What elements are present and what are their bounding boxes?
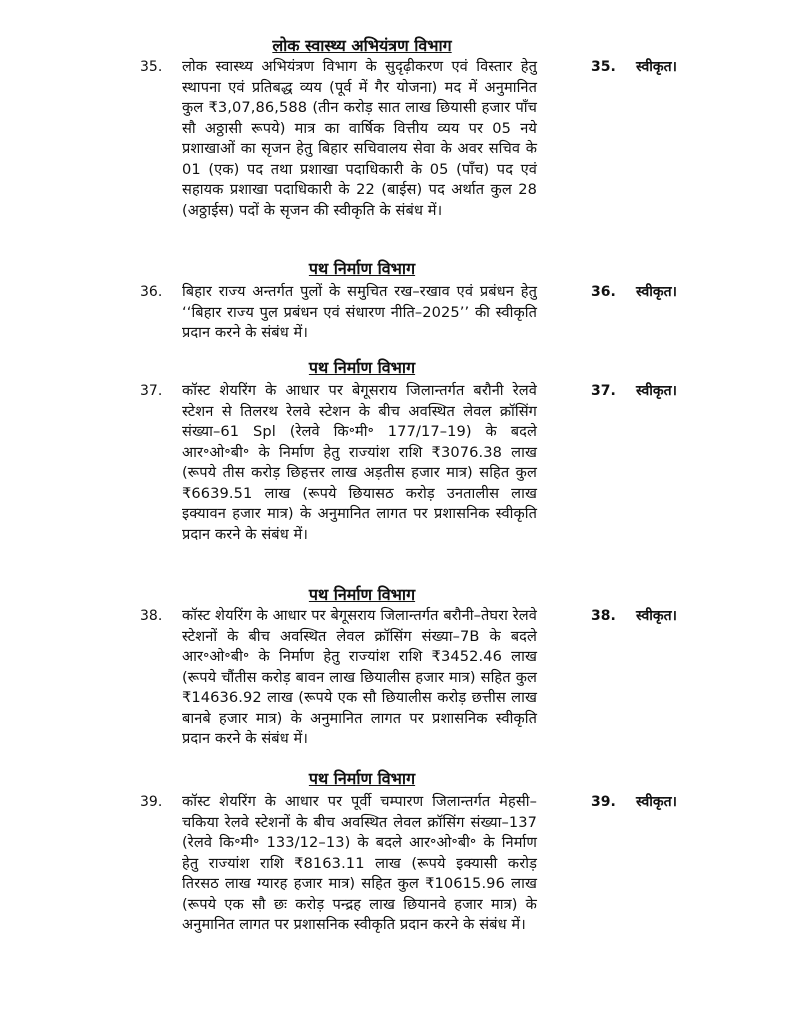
item-number: 35. (140, 59, 163, 75)
item-text: लोक स्वास्थ्य अभियंत्रण विभाग के सुदृढ़ीकरण एवं विस्तार हेतु स्थापना एवं प्रतिबद्ध व्यय (पूर्व में गैर योजना) मद में अनुमानित कुल ₹3,07,86,588 (तीन करोड़ सात लाख छियासी हजार पाँच सौ अठ्ठासी रूपये) मात्र का वार्षिक वित्तीय व्यय पर 05 नये प्रशाखाओं का सृजन हेतु बिहार सचिवालय सेवा के अवर सचिव के 01 (एक) पद तथा प्रशाखा पदाधिकारी के 05 (पाँच) पद एवं सहायक प्रशाखा पदाधिकारी के 22 (बाईस) पद अर्थात कुल 28 (अठ्ठाईस) पदों के सृजन की स्वीकृति के संबंध में। (182, 58, 537, 219)
item-number: 36. (140, 284, 163, 300)
item-text: कॉस्ट शेयरिंग के आधार पर बेगूसराय जिलान्तर्गत बरौनी–तेघरा रेलवे स्टेशनों के बीच अवस्थित लेवल क्रॉसिंग संख्या–7B के बदले आर॰ओ॰बी॰ के निर्माण हेतु राज्यांश राशि ₹3452.46 लाख (रूपये चौंतीस करोड़ बावन लाख छियालीस हजार मात्र) सहित कुल ₹14636.92 लाख (रूपये एक सौ छियालीस करोड़ छत्तीस लाख बानबे हजार मात्र) के अनुमानित लागत पर प्रशासनिक स्वीकृति प्रदान करने के संबंध में। (182, 607, 537, 747)
item-number: 37. (140, 383, 163, 399)
department-heading: लोक स्वास्थ्य अभियंत्रण विभाग (272, 36, 452, 55)
decision-status: स्वीकृत। (636, 284, 677, 300)
decision-status: स्वीकृत। (636, 383, 677, 399)
department-heading: पथ निर्माण विभाग (308, 358, 416, 377)
decision-status: स्वीकृत। (636, 59, 677, 75)
decision-number: 37. (591, 383, 616, 399)
decision-status: स्वीकृत। (636, 608, 677, 624)
decision-status: स्वीकृत। (636, 794, 677, 810)
department-heading: पथ निर्माण विभाग (308, 769, 416, 788)
decision-number: 36. (591, 284, 616, 300)
item-text: कॉस्ट शेयरिंग के आधार पर पूर्वी चम्पारण जिलान्तर्गत मेहसी–चकिया रेलवे स्टेशनों के बीच अवस्थित लेवल क्रॉसिंग संख्या–137 (रेलवे कि॰मी॰ 133/12–13) के बदले आर॰ओ॰बी॰ के निर्माण हेतु राज्यांश राशि ₹8163.11 लाख (रूपये इक्यासी करोड़ तिरसठ लाख ग्यारह हजार मात्र) सहित कुल ₹10615.96 लाख (रूपये एक सौ छः करोड़ पन्द्रह लाख छियानवे हजार मात्र) के अनुमानित लागत पर प्रशासनिक स्वीकृति प्रदान करने के संबंध में। (182, 793, 537, 933)
item-text: बिहार राज्य अन्तर्गत पुलों के समुचित रख–रखाव एवं प्रबंधन हेतु ‘‘बिहार राज्य पुल प्रबंधन एवं संधारण नीति–2025’’ की स्वीकृति प्रदान करने के संबंध में। (182, 283, 537, 341)
department-heading: पथ निर्माण विभाग (308, 585, 416, 604)
department-heading: पथ निर्माण विभाग (308, 259, 416, 278)
item-number: 38. (140, 608, 163, 624)
decision-number: 35. (591, 59, 616, 75)
decision-number: 39. (591, 794, 616, 810)
decision-number: 38. (591, 608, 616, 624)
item-number: 39. (140, 794, 163, 810)
item-text: कॉस्ट शेयरिंग के आधार पर बेगूसराय जिलान्तर्गत बरौनी रेलवे स्टेशन से तिलरथ रेलवे स्टेशन के बीच अवस्थित लेवल क्रॉसिंग संख्या–61 Spl (रेलवे कि॰मी॰ 177/17–19) के बदले आर॰ओ॰बी॰ के निर्माण हेतु राज्यांश राशि ₹3076.38 लाख (रूपये तीस करोड़ छिहत्तर लाख अड़तीस हजार मात्र) सहित कुल ₹6639.51 लाख (रूपये छियासठ करोड़ उनतालीस लाख इक्यावन हजार मात्र) के अनुमानित लागत पर प्रशासनिक स्वीकृति प्रदान करने के संबंध में। (182, 382, 537, 543)
